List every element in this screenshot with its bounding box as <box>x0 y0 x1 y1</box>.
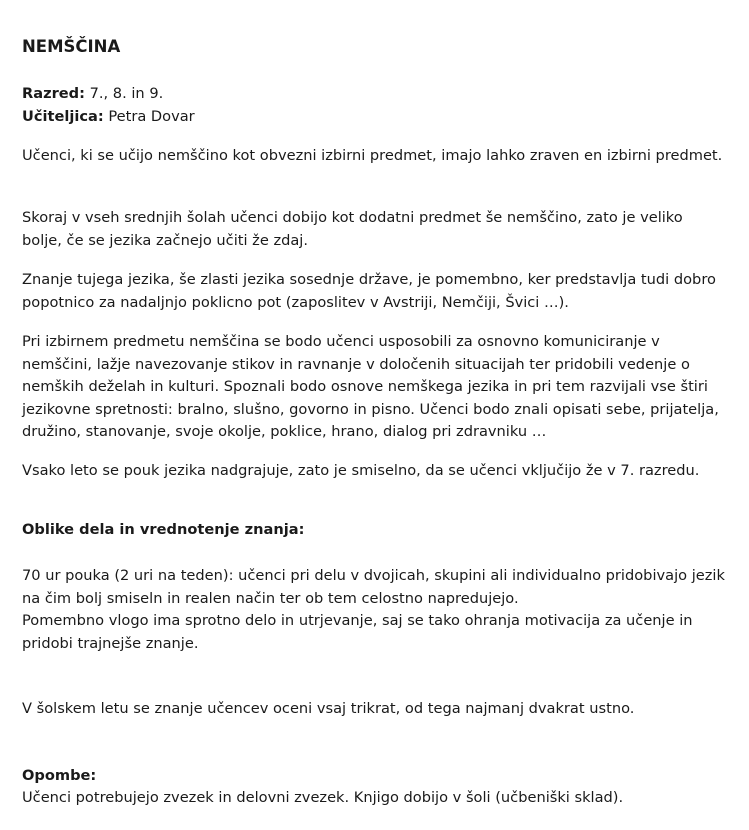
assessment-heading: Oblike dela in vrednotenje znanja: <box>22 521 305 538</box>
teacher-value: Petra Dovar <box>103 107 195 125</box>
assessment-line-1: 70 ur pouka (2 uri na teden): učenci pri delu v dvojicah, skupini ali individualno pridobivajo jezik na čim bolj smiseln in realen način ter ob tem celostno napredujejo. <box>22 567 725 607</box>
paragraph-secondary-schools: Skoraj v vseh srednjih šolah učenci dobijo kot dodatni predmet še nemščino, zato je veliko bolje, če se jezika začnejo učiti že zdaj. <box>22 209 683 249</box>
grade-value: 7., 8. in 9. <box>84 85 164 102</box>
paragraph-foreign-language: Znanje tujega jezika, še zlasti jezika sosednje države, je pomembno, ker predstavlja tudi dobro popotnico za nadaljnjo poklicno pot (zaposlitev v Avstriji, Nemčiji, Švici …). <box>22 271 716 311</box>
paragraph-elective: Učenci, ki se učijo nemščino kot obvezni izbirni predmet, imajo lahko zraven en izbirni predmet. <box>22 147 723 164</box>
notes-text: Učenci potrebujejo zvezek in delovni zvezek. Knjigo dobijo v šoli (učbeniški sklad). <box>22 789 624 806</box>
teacher-line <box>22 106 727 129</box>
notes-heading: Opombe: <box>22 767 97 784</box>
page-title: NEMŠČINA <box>22 37 121 56</box>
paragraph-upgrade: Vsako leto se pouk jezika nadgrajuje, zato je smiselno, da se učenci vključijo že v 7. razredu. <box>22 462 700 479</box>
assessment-line-2: Pomembno vlogo ima sprotno delo in utrjevanje, saj se tako ohranja motivacija za učenje in pridobi trajnejše znanje. <box>22 612 693 652</box>
paragraph-course-goals: Pri izbirnem predmetu nemščina se bodo učenci usposobili za osnovno komuniciranje v nemščini, lažje navezovanje stikov in ravnanje v določenih situacijah ter pridobili vedenje o nemških deželah in kulturi. Spoznali bodo osnove nemškega jezika in pri tem razvijali vse štiri jezikovne spretnosti: bralno, slušno, govorno in pisno. Učenci bodo znali opisati sebe, prijatelja, družino, stanovanje, svoje okolje, poklice, hrano, dialog pri zdravniku … <box>22 333 719 440</box>
teacher-label: Učiteljica: <box>22 107 104 125</box>
course-info <box>22 83 727 128</box>
grading-text: V šolskem letu se znanje učencev oceni vsaj trikrat, od tega najmanj dvakrat ustno. <box>22 700 635 717</box>
assessment-text <box>22 565 727 655</box>
grade-label: Razred: <box>22 85 85 102</box>
grade-line <box>22 83 727 106</box>
